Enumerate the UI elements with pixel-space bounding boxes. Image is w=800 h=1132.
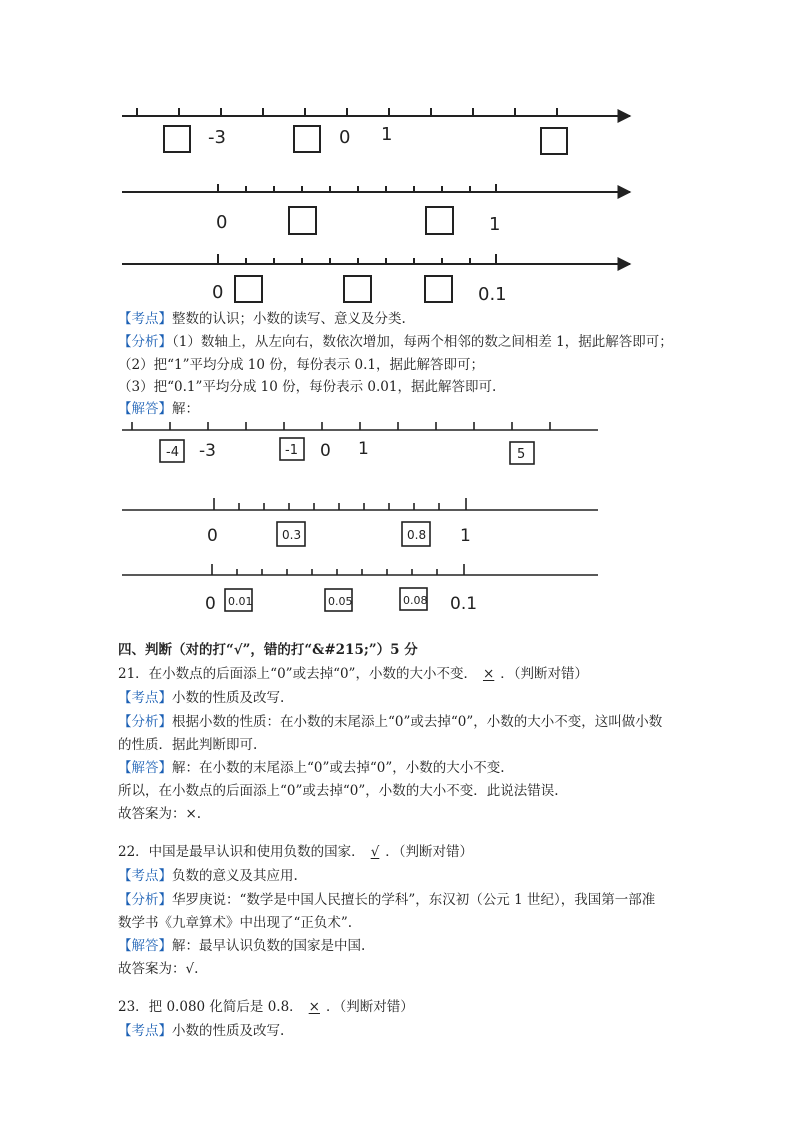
box-value: 0.3 <box>282 528 302 542</box>
tick-label: 0.1 <box>450 594 478 614</box>
jieda-text: 解：在小数的末尾添上“0”或去掉“0”，小数的大小不变. <box>172 760 505 776</box>
question-23-stem <box>118 998 414 1016</box>
question-suffix: ．（判断对错） <box>500 666 589 682</box>
jieda-tag: 【解答】 <box>118 401 172 417</box>
fenxi-tag: 【分析】 <box>118 892 172 908</box>
box-value: 5 <box>517 447 526 462</box>
answer-box-empty <box>426 207 453 234</box>
question-21-stem <box>118 665 588 683</box>
kaodian-text: 小数的性质及改写. <box>172 1023 285 1039</box>
fenxi-text: （1）数轴上，从左向右，数依次增加，每两个相邻的数之间相差 1，据此解答即可； <box>172 334 673 350</box>
tick-label: 0 <box>212 282 224 303</box>
fenxi-text: 根据小数的性质：在小数的末尾添上“0”或去掉“0”，小数的大小不变，这叫做小数 <box>172 714 663 730</box>
question-suffix: ．（判断对错） <box>325 999 414 1015</box>
kaodian-line <box>118 1022 284 1040</box>
fenxi-tag: 【分析】 <box>118 714 172 730</box>
tick-label: 1 <box>358 439 369 459</box>
fenxi-line <box>118 891 655 909</box>
box-value: 0.08 <box>403 594 428 607</box>
kaodian-text: 整数的认识；小数的读写、意义及分类. <box>172 311 406 327</box>
kaodian-line <box>118 867 298 885</box>
kaodian-line <box>118 310 406 328</box>
jieda-line <box>118 937 365 955</box>
kaodian-text: 小数的性质及改写. <box>172 690 285 706</box>
final-answer: 故答案为：√. <box>118 961 199 977</box>
jieda-tag: 【解答】 <box>118 760 172 776</box>
answer-box-empty <box>294 126 320 152</box>
question-22-stem <box>118 843 473 861</box>
tick-label: -3 <box>208 127 226 148</box>
kaodian-tag: 【考点】 <box>118 690 172 706</box>
fenxi-line: （2）把“1”平均分成 10 份，每份表示 0.1，据此解答即可； <box>118 357 485 373</box>
tick-label: 0 <box>339 127 351 148</box>
fenxi-tag: 【分析】 <box>118 334 172 350</box>
kaodian-tag: 【考点】 <box>118 1023 172 1039</box>
fenxi-line <box>118 333 673 351</box>
tick-label: 0 <box>216 212 228 233</box>
tick-label: 0 <box>320 441 331 461</box>
box-value: 0.05 <box>328 595 353 608</box>
answer-blank: √ <box>370 844 380 860</box>
fenxi-text: 华罗庚说：“数学是中国人民擅长的学科”，东汉初（公元 1 世纪），我国第一部准 <box>172 892 656 908</box>
answer-box-empty <box>164 126 190 152</box>
jieda-line <box>118 400 199 418</box>
box-value: 0.8 <box>407 528 427 542</box>
answer-box-empty <box>425 276 452 302</box>
final-answer: 故答案为：×. <box>118 806 202 822</box>
tick-label: 1 <box>381 124 393 145</box>
box-value: 0.01 <box>228 595 253 608</box>
answer-box-empty <box>235 276 262 302</box>
question-number-line-1 <box>122 108 630 154</box>
jieda-line <box>118 759 505 777</box>
fenxi-line: （3）把“0.1”平均分成 10 份，每份表示 0.01，据此解答即可. <box>118 379 497 395</box>
section-title: 四、判断（对的打“√”，错的打“&#215;”）5 分 <box>118 642 418 658</box>
answer-box-empty <box>289 207 316 234</box>
fenxi-line: 数学书《九章算术》中出现了“正负术”. <box>118 915 353 931</box>
tick-label: 1 <box>460 526 471 546</box>
answer-blank: × <box>308 999 320 1015</box>
tick-label: 0.1 <box>478 284 507 305</box>
question-stem: 23．把 0.080 化简后是 0.8． <box>118 999 303 1015</box>
question-number-line-3 <box>122 254 630 302</box>
answer-number-line-2 <box>122 498 598 546</box>
tick-label: 0 <box>207 526 218 546</box>
answer-box-empty <box>541 128 567 154</box>
conclusion-line: 所以，在小数点的后面添上“0”或去掉“0”，小数的大小不变．此说法错误. <box>118 783 559 799</box>
answer-number-line-3 <box>122 564 598 611</box>
tick-label: 0 <box>205 594 216 614</box>
kaodian-tag: 【考点】 <box>118 868 172 884</box>
jieda-text: 解： <box>172 401 199 417</box>
kaodian-line <box>118 689 284 707</box>
fenxi-line <box>118 713 662 731</box>
tick-label: -3 <box>199 441 216 461</box>
kaodian-tag: 【考点】 <box>118 311 172 327</box>
kaodian-text: 负数的意义及其应用. <box>172 868 298 884</box>
question-number-line-2 <box>122 184 630 234</box>
fenxi-line: 的性质．据此判断即可. <box>118 737 258 753</box>
jieda-text: 解：最早认识负数的国家是中国. <box>172 938 366 954</box>
tick-label: 1 <box>489 214 501 235</box>
answer-blank: × <box>482 666 495 682</box>
jieda-tag: 【解答】 <box>118 938 172 954</box>
question-stem: 21．在小数点的后面添上“0”或去掉“0”，小数的大小不变． <box>118 666 477 682</box>
question-stem: 22．中国是最早认识和使用负数的国家． <box>118 844 365 860</box>
box-value: -4 <box>166 445 179 460</box>
question-suffix: ．（判断对错） <box>385 844 474 860</box>
answer-box-empty <box>344 276 371 302</box>
box-value: -1 <box>285 443 298 458</box>
